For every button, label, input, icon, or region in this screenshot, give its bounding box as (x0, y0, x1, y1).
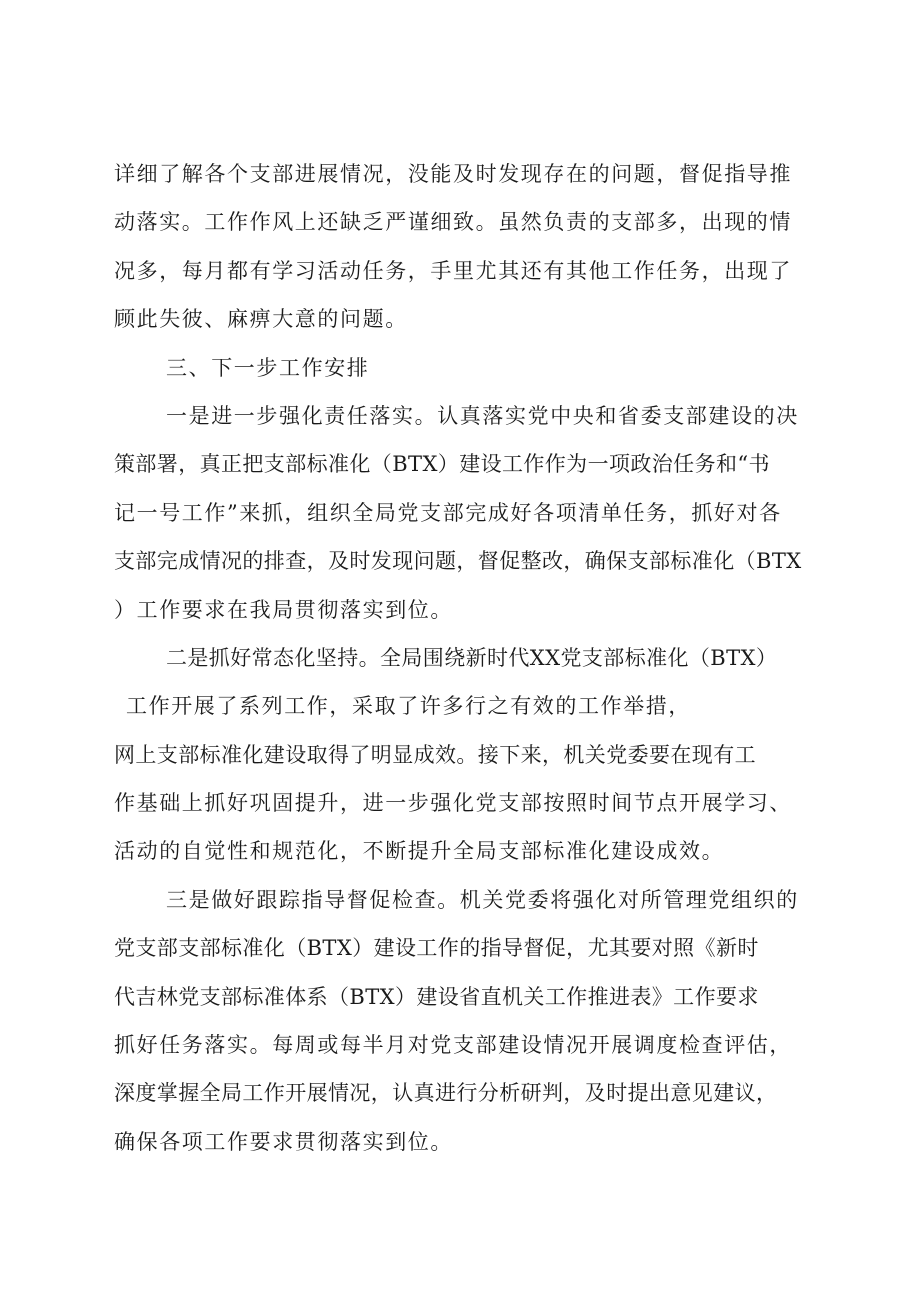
paragraph-line: 确保各项工作要求贯彻落实到位。 (114, 1129, 453, 1154)
document-page (114, 150, 830, 1166)
paragraph-line: 网上支部标准化建设取得了明显成效。接下来，机关党委要在现有工 (114, 742, 756, 767)
paragraph-line: 活动的自觉性和规范化，不断提升全局支部标准化建设成效。 (114, 839, 725, 864)
paragraph-line: ）工作要求在我局贯彻落实到位。 (114, 597, 453, 622)
paragraph-line: 策部署，真正把支部标准化（BTX）建设工作作为一项政治任务和“书 (114, 452, 770, 477)
paragraph-line: 二是抓好常态化坚持。全局围绕新时代XX党支部标准化（BTX） (166, 645, 778, 670)
paragraph-line: 顾此失彼、麻痹大意的问题。 (114, 307, 408, 332)
paragraph-line: 记一号工作”来抓，组织全局党支部完成好各项清单任务，抓好对各 (114, 500, 782, 525)
paragraph-line: 况多，每月都有学习活动任务，手里尤其还有其他工作任务，出现了 (114, 258, 792, 283)
paragraph-line: 抓好任务落实。每周或每半月对党支部建设情况开展调度检查评估， (114, 1033, 792, 1058)
paragraph-line: 作基础上抓好巩固提升，进一步强化党支部按照时间节点开展学习、 (114, 791, 792, 816)
paragraph-line: 三是做好跟踪指导督促检查。机关党委将强化对所管理党组织的 (166, 887, 799, 912)
paragraph-line: 深度掌握全局工作开展情况，认真进行分析研判，及时提出意见建议， (114, 1081, 778, 1106)
paragraph-line: 动落实。工作作风上还缺乏严谨细致。虽然负责的支部多，出现的情 (114, 210, 792, 235)
section-heading: 三、下一步工作安排 (166, 355, 370, 380)
paragraph-line: 工作开展了系列工作，采取了许多行之有效的工作举措， (126, 694, 691, 719)
paragraph-line: 一是进一步强化责任落实。认真落实党中央和省委支部建设的决 (166, 403, 799, 428)
paragraph-line: 支部完成情况的排查，及时发现问题，督促整改，确保支部标准化（BTX (114, 549, 802, 574)
paragraph-line: 党支部支部标准化（BTX）建设工作的指导督促，尤其要对照《新时 (114, 936, 759, 961)
paragraph-line: 代吉林党支部标准体系（BTX）建设省直机关工作推进表》工作要求 (114, 984, 759, 1009)
paragraph-line: 详细了解各个支部进展情况，没能及时发现存在的问题，督促指导推 (114, 162, 792, 186)
